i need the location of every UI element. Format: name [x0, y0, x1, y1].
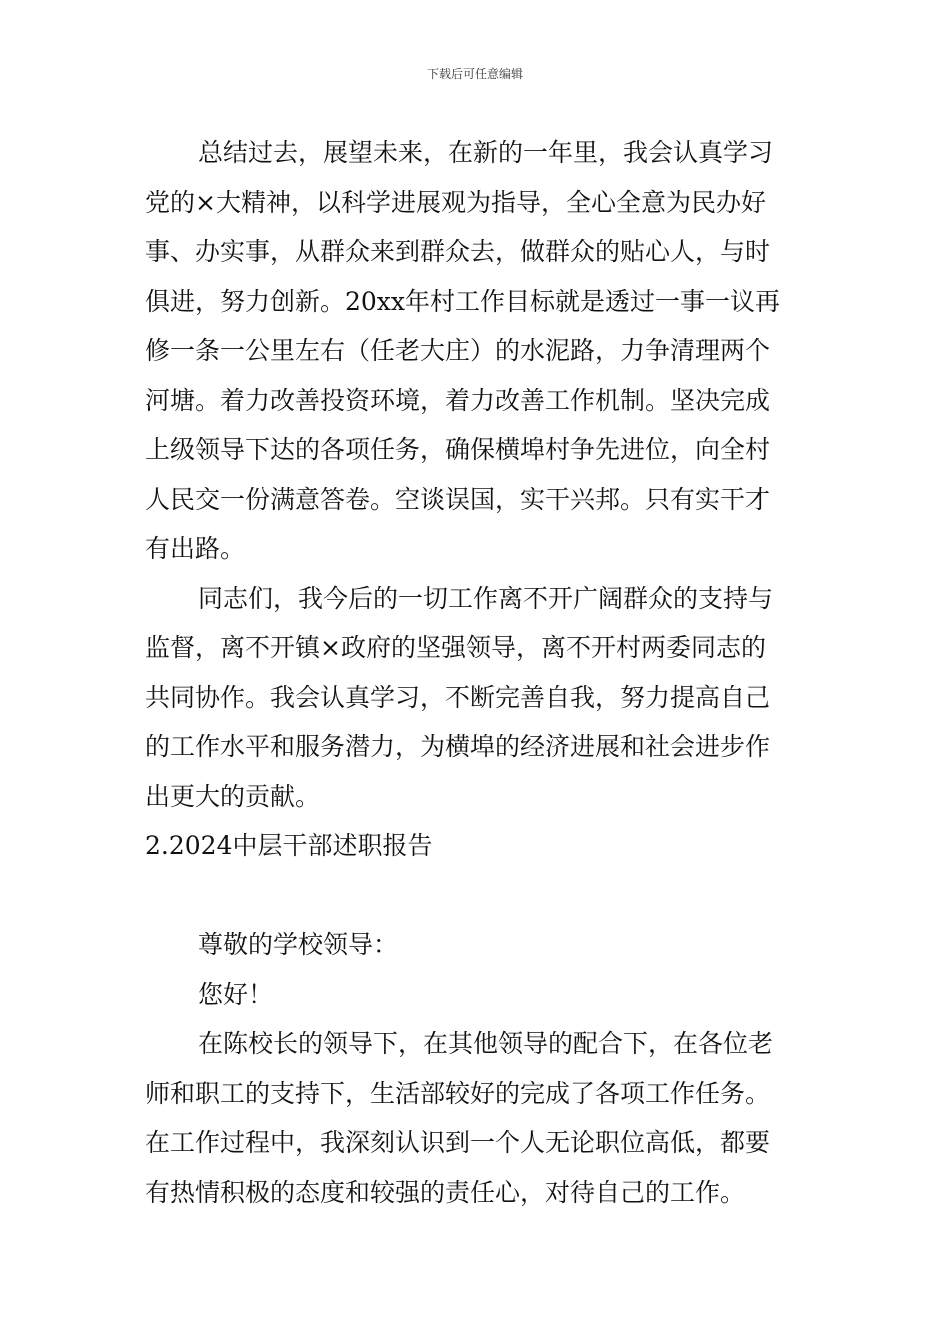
paragraph-line: 在陈校长的领导下，在其他领导的配合下，在各位老	[198, 1029, 774, 1058]
paragraph-line: 上级领导下达的各项任务，确保横埠村争先进位，向全村	[145, 435, 771, 464]
paragraph-line: 监督，离不开镇×政府的坚强领导，离不开村两委同志的	[145, 633, 766, 662]
paragraph-line: 俱进，努力创新。20xx年村工作目标就是透过一事一议再	[145, 286, 781, 316]
blank-line	[145, 871, 810, 921]
paragraph-line: 人民交一份满意答卷。空谈误国，实干兴邦。只有实干才	[145, 484, 771, 514]
greeting: 您好！	[198, 979, 274, 1009]
paragraph-line: 总结过去，展望未来，在新的一年里，我会认真学习	[198, 138, 774, 167]
paragraph-line: 事、办实事，从群众来到群众去，做群众的贴心人，与时	[145, 237, 771, 266]
salutation: 尊敬的学校领导：	[198, 930, 399, 959]
page-header: 下载后可任意编辑	[426, 67, 523, 81]
paragraph-line: 共同协作。我会认真学习，不断完善自我，努力提高自己	[145, 682, 771, 712]
document-body	[145, 128, 810, 1217]
paragraph-line: 有热情积极的态度和较强的责任心，对待自己的工作。	[145, 1177, 746, 1207]
paragraph-line: 出更大的贡献。	[145, 781, 321, 811]
paragraph-line: 有出路。	[145, 534, 246, 563]
paragraph-line: 的工作水平和服务潜力，为横埠的经济进展和社会进步作	[145, 732, 771, 761]
paragraph-line: 在工作过程中，我深刻认识到一个人无论职位高低，都要	[145, 1128, 771, 1157]
paragraph-line: 同志们，我今后的一切工作离不开广阔群众的支持与	[198, 583, 774, 613]
paragraph-line: 修一条一公里左右（任老大庄）的水泥路，力争清理两个	[145, 336, 771, 365]
paragraph-line: 河塘。着力改善投资环境，着力改善工作机制。坚决完成	[145, 385, 771, 415]
section-heading: 2.2024中层干部述职报告	[145, 831, 433, 860]
paragraph-line: 党的×大精神，以科学进展观为指导，全心全意为民办好	[145, 187, 766, 217]
paragraph-line: 师和职工的支持下，生活部较好的完成了各项工作任务。	[145, 1078, 771, 1108]
